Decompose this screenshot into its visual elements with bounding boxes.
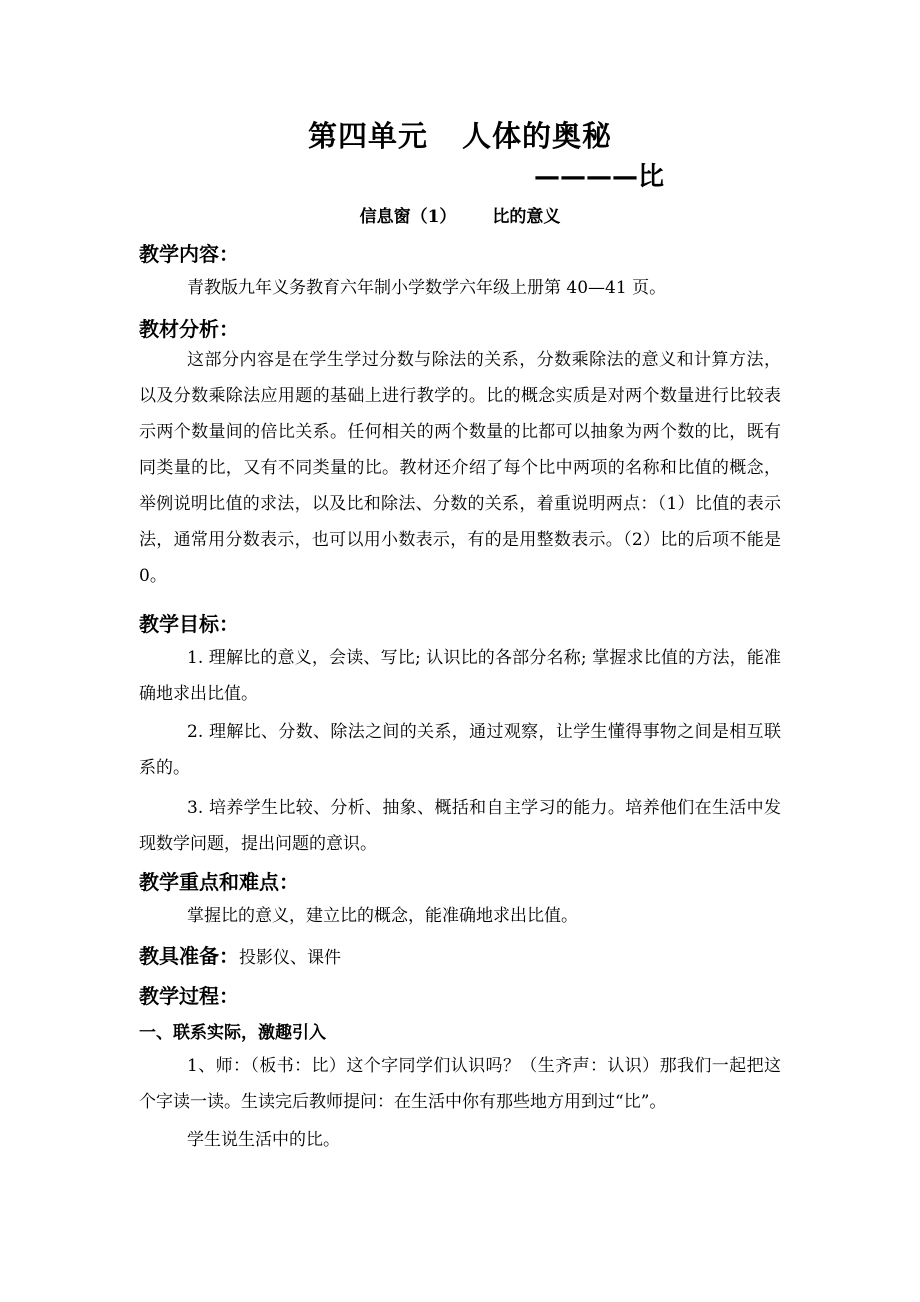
- goals-heading: 教学目标：: [139, 612, 239, 636]
- keypoints-heading: 教学重点和难点：: [139, 870, 299, 894]
- tools-heading: 教具准备：: [139, 944, 239, 968]
- title-topic: 人体的奥秘: [462, 119, 613, 153]
- content-heading: 教学内容：: [139, 242, 239, 266]
- goal-item-2: 2. 理解比、分数、除法之间的关系，通过观察，让学生懂得事物之间是相互联系的。: [139, 722, 781, 778]
- step1-heading: 一、联系实际，激趣引入: [139, 1023, 326, 1043]
- document-subtitle: ————比: [534, 162, 665, 192]
- tools-line: [139, 940, 341, 969]
- info-topic: 比的意义: [492, 207, 561, 227]
- info-window: 信息窗（1）: [359, 207, 457, 227]
- document-title: [0, 114, 920, 155]
- goal-item-1: 1. 理解比的意义，会读、写比; 认识比的各部分名称; 掌握求比值的方法，能准确地求出比值。: [139, 648, 781, 704]
- title-unit: 第四单元: [307, 119, 428, 153]
- step1-text2: 学生说生活中的比。: [187, 1130, 340, 1150]
- analysis-text: 这部分内容是在学生学过分数与除法的关系，分数乘除法的意义和计算方法，以及分数乘除法应用题的基础上进行教学的。比的概念实质是对两个数量进行比较表示两个数量间的倍比关系。任何相关的两个数量的比都可以抽象为两个数的比，既有同类量的比，又有不同类量的比。教材还介绍了每个比中两项的名称和比值的概念，举例说明比值的求法，以及比和除法、分数的关系，着重说明两点：（1）比值的表示法，通常用分数表示，也可以用小数表示，有的是用整数表示。（2）比的后项不能是 0。: [139, 350, 781, 586]
- content-text: 青教版九年义务教育六年制小学数学六年级上册第 40—41 页。: [187, 278, 667, 298]
- goal-item-3: 3. 培养学生比较、分析、抽象、概括和自主学习的能力。培养他们在生活中发现数学问题，提出问题的意识。: [139, 798, 781, 854]
- process-heading: 教学过程：: [139, 984, 239, 1008]
- analysis-heading: 教材分析：: [139, 317, 239, 341]
- tools-text: 投影仪、课件: [239, 948, 341, 968]
- step1-text: 1、师：（板书：比）这个字同学们认识吗？（生齐声：认识）那我们一起把这个字读一读。生读完后教师提问：在生活中你有那些地方用到过“比”。: [139, 1056, 781, 1112]
- info-window-line: [0, 202, 920, 227]
- keypoints-text: 掌握比的意义，建立比的概念，能准确地求出比值。: [187, 906, 578, 926]
